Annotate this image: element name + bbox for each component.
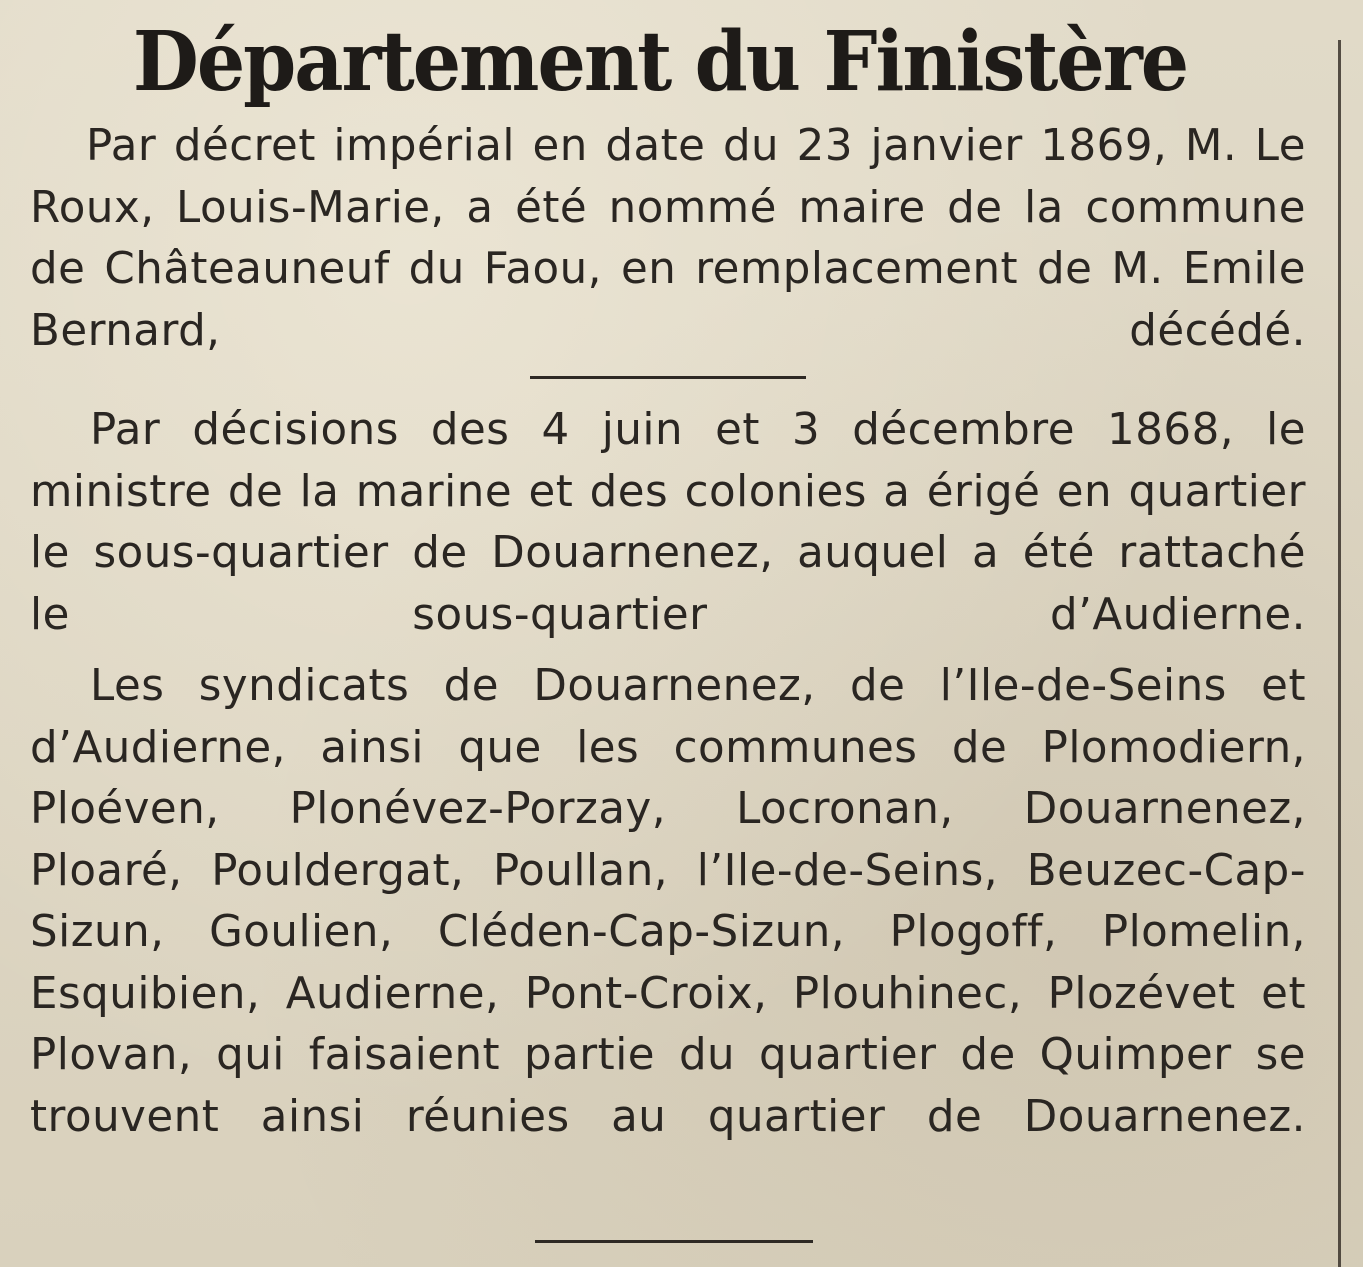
end-separator-rule [535,1240,813,1243]
article-heading: Département du Finistère [132,13,1188,110]
section-separator-rule [530,376,806,379]
paragraph-maritime-quarter: Par décisions des 4 juin et 3 décembre 1868, le ministre de la marine et des colonies a érigé en quartier le sous-quartier de Douarnenez, auquel a été rattaché le sous-quartier d’Audierne. [30,405,1306,640]
paragraph-syndicates-communes: Les syndicats de Douarnenez, de l’Ile-de-Seins et d’Audierne, ainsi que les communes de Plomodiern, Ploéven, Plonévez-Porzay, Locronan, Douarnenez, Ploaré, Pouldergat, Poullan, l’Ile-de-Seins, Beuzec-Cap-Sizun, Goulien, Cléden-Cap-Sizun, Plogoff, Plomelin, Esquibien, Audierne, Pont-Croix, Plouhinec, Plozévet et Plovan, qui faisaient partie du quartier de Quimper se trouvent ainsi réunies au quartier de Douarnenez. [30,661,1306,1142]
column-divider-rule [1338,40,1341,1267]
paragraph-mayor-appointment: Par décret impérial en date du 23 janvier 1869, M. Le Roux, Louis-Marie, a été nommé maire de la commune de Châteauneuf du Faou, en remplacement de M. Emile Bernard, décédé. [30,121,1306,356]
